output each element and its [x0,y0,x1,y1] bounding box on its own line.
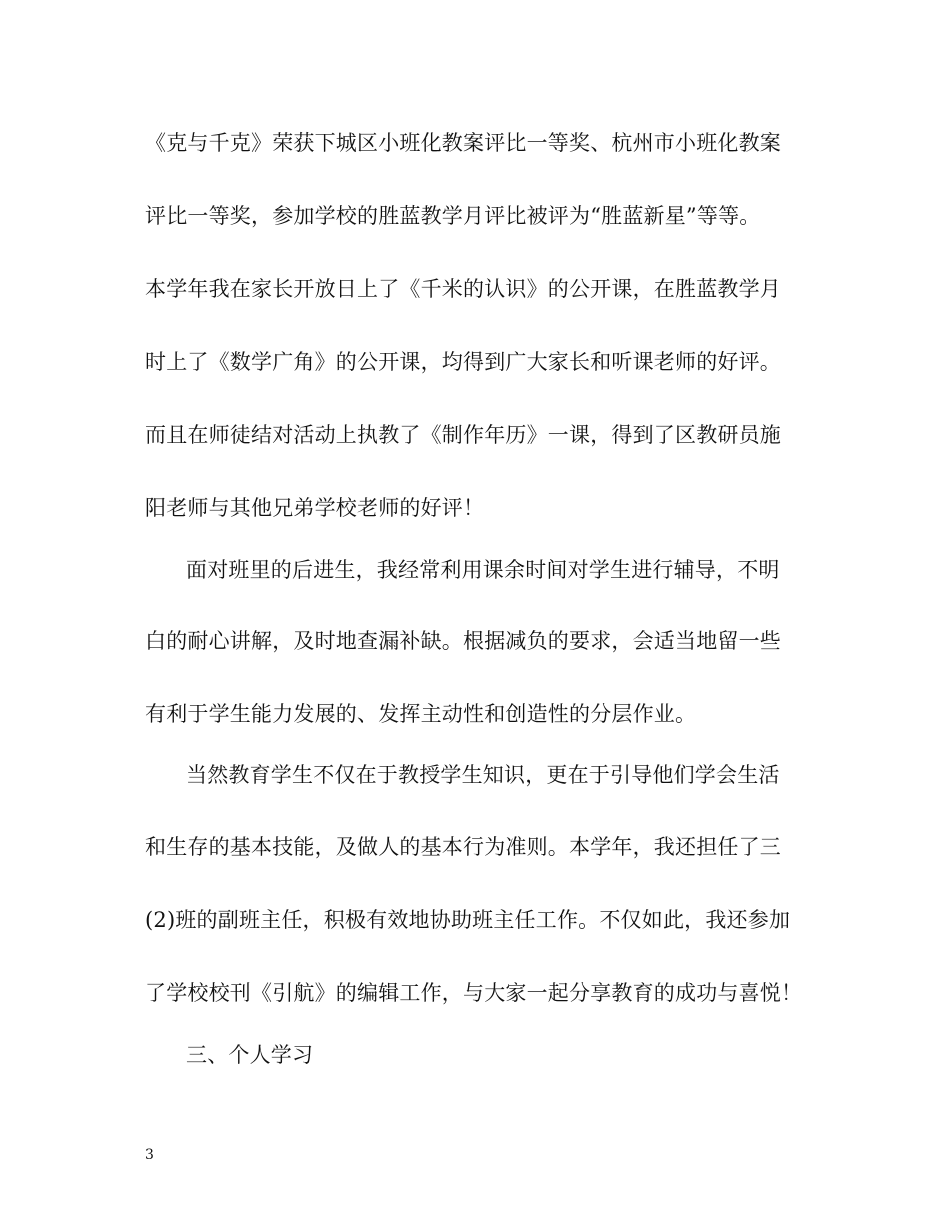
text-line: 有利于学生能力发展的、发挥主动性和创造性的分层作业。 [145,702,697,726]
text-line: 时上了《数学广角》的公开课，均得到广大家长和听课老师的好评。 [145,350,781,374]
text-line: (2)班的副班主任，积极有效地协助班主任工作。不仅如此，我还参加 [145,908,791,932]
text-line: 阳老师与其他兄弟学校老师的好评！ [145,496,485,520]
text-line: 了学校校刊《引航》的编辑工作，与大家一起分享教育的成功与喜悦！ [145,981,803,1005]
paragraph-first-line: 面对班里的后进生，我经常利用课余时间对学生进行辅导，不明 [186,558,780,582]
paragraph-first-line: 当然教育学生不仅在于教授学生知识，更在于引导他们学会生活 [186,763,780,787]
text-line: 《克与千克》荣获下城区小班化教案评比一等奖、杭州市小班化教案 [145,131,781,155]
text-line: 本学年我在家长开放日上了《千米的认识》的公开课，在胜蓝教学月 [145,277,781,301]
text-line: 白的耐心讲解，及时地查漏补缺。根据减负的要求，会适当地留一些 [145,629,781,653]
text-line: 而且在师徒结对活动上执教了《制作年历》一课，得到了区教研员施 [145,423,781,447]
text-line: 和生存的基本技能，及做人的基本行为准则。本学年，我还担任了三 [145,835,781,859]
text-line: 评比一等奖，参加学校的胜蓝教学月评比被评为“胜蓝新星”等等。 [145,204,761,228]
page-number: 3 [145,1147,154,1163]
section-heading: 三、个人学习 [186,1043,314,1067]
